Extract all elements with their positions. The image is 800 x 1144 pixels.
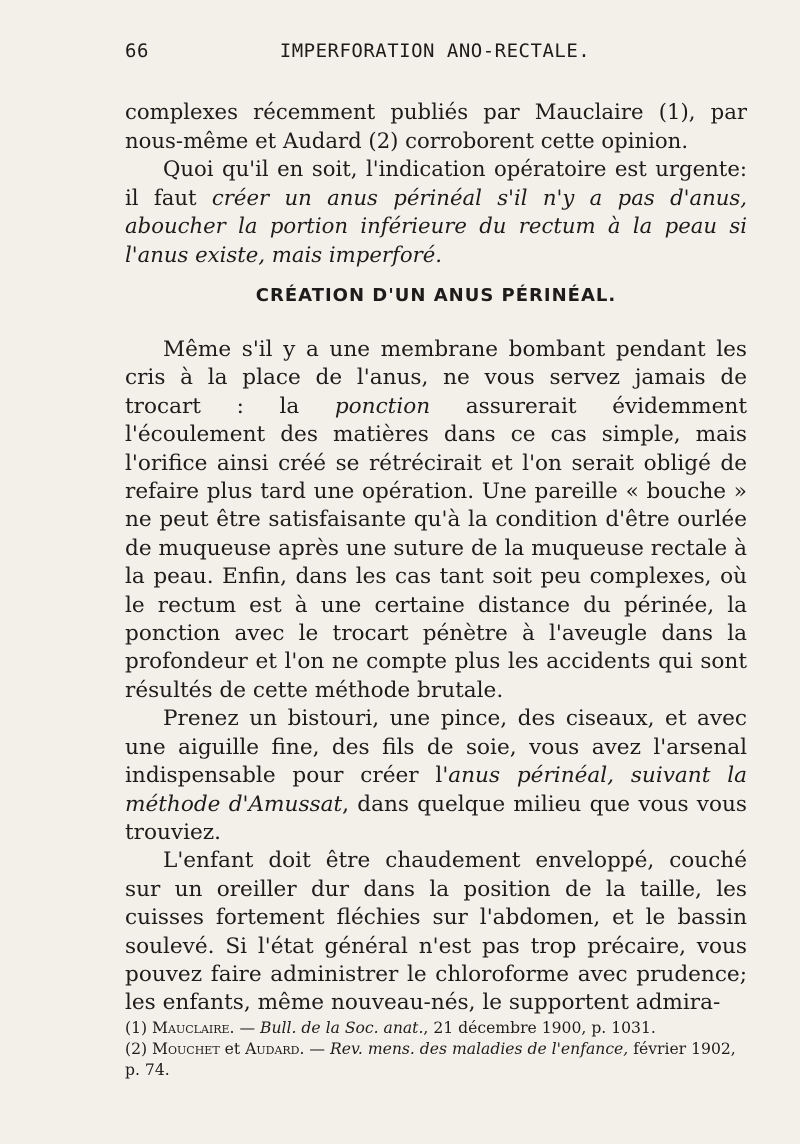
running-title: IMPERFORATION ANO-RECTALE. (279, 40, 591, 62)
paragraph-position: L'enfant doit être chaudement enveloppé, couché sur un oreiller dur dans la position de la taille, les cuisses fortement fléchies sur l'abdomen, et le bassin soulevé. Si l'état général n'est pas trop précaire, vous pouvez faire administrer le chloroforme avec prudence; les enfants, même nouveau-nés, le supportent admira- (125, 848, 747, 1016)
paragraph-indication: Quoi qu'il en soit, l'indication opératoire est urgente: il faut créer un anus périnéal s'il n'y a pas d'anus, aboucher la portion inférieure du rectum à la peau si l'anus existe, mais imperforé. (125, 156, 748, 267)
footnote-2: (2) Mouchet et Audard. — Rev. mens. des maladies de l'enfance, février 1902, p. 74. (125, 1040, 736, 1079)
paragraph-instruments: Prenez un bistouri, une pince, des ciseaux, et avec une aiguille fine, des fils de soie, vous avez l'arsenal indispensable pour créer l'anus périnéal, suivant la méthode d'Amussat, dans quelque milieu que vous vous trouviez. (125, 706, 747, 845)
paragraph-trocart: Même s'il y a une membrane bombant pendant les cris à la place de l'anus, ne vous servez jamais de trocart : la ponction assurerait évidemment l'écoulement des matières dans ce cas simple, mais l'orifice ainsi créé se rétrécirait et l'on serait obligé de refaire plus tard une opération. Une pareille « bouche » ne peut être satisfaisante qu'à la condition d'être ourlée de muqueuse après une suture de la muqueuse rectale à la peau. Enfin, dans les cas tant soit peu complexes, où le rectum est à une certaine distance du périnée, la ponction avec le trocart pénètre à l'aveugle dans la profondeur et l'on ne compte plus les accidents qui sont résultés de cette méthode brutale. (125, 337, 748, 703)
paragraph-continuation: complexes récemment publiés par Mauclaire (1), par nous-même et Audard (2) corroborent cette opinion. (125, 99, 747, 153)
text-block-top (125, 98, 747, 270)
footnote-1: (1) Mauclaire. — Bull. de la Soc. anat., 21 décembre 1900, p. 1031. (125, 1019, 656, 1037)
text-block-main (125, 336, 747, 1018)
footnotes (125, 1018, 747, 1081)
page-number: 66 (125, 40, 149, 62)
section-title: CRÉATION D'UN ANUS PÉRINÉAL. (255, 285, 617, 306)
running-header (125, 40, 745, 70)
